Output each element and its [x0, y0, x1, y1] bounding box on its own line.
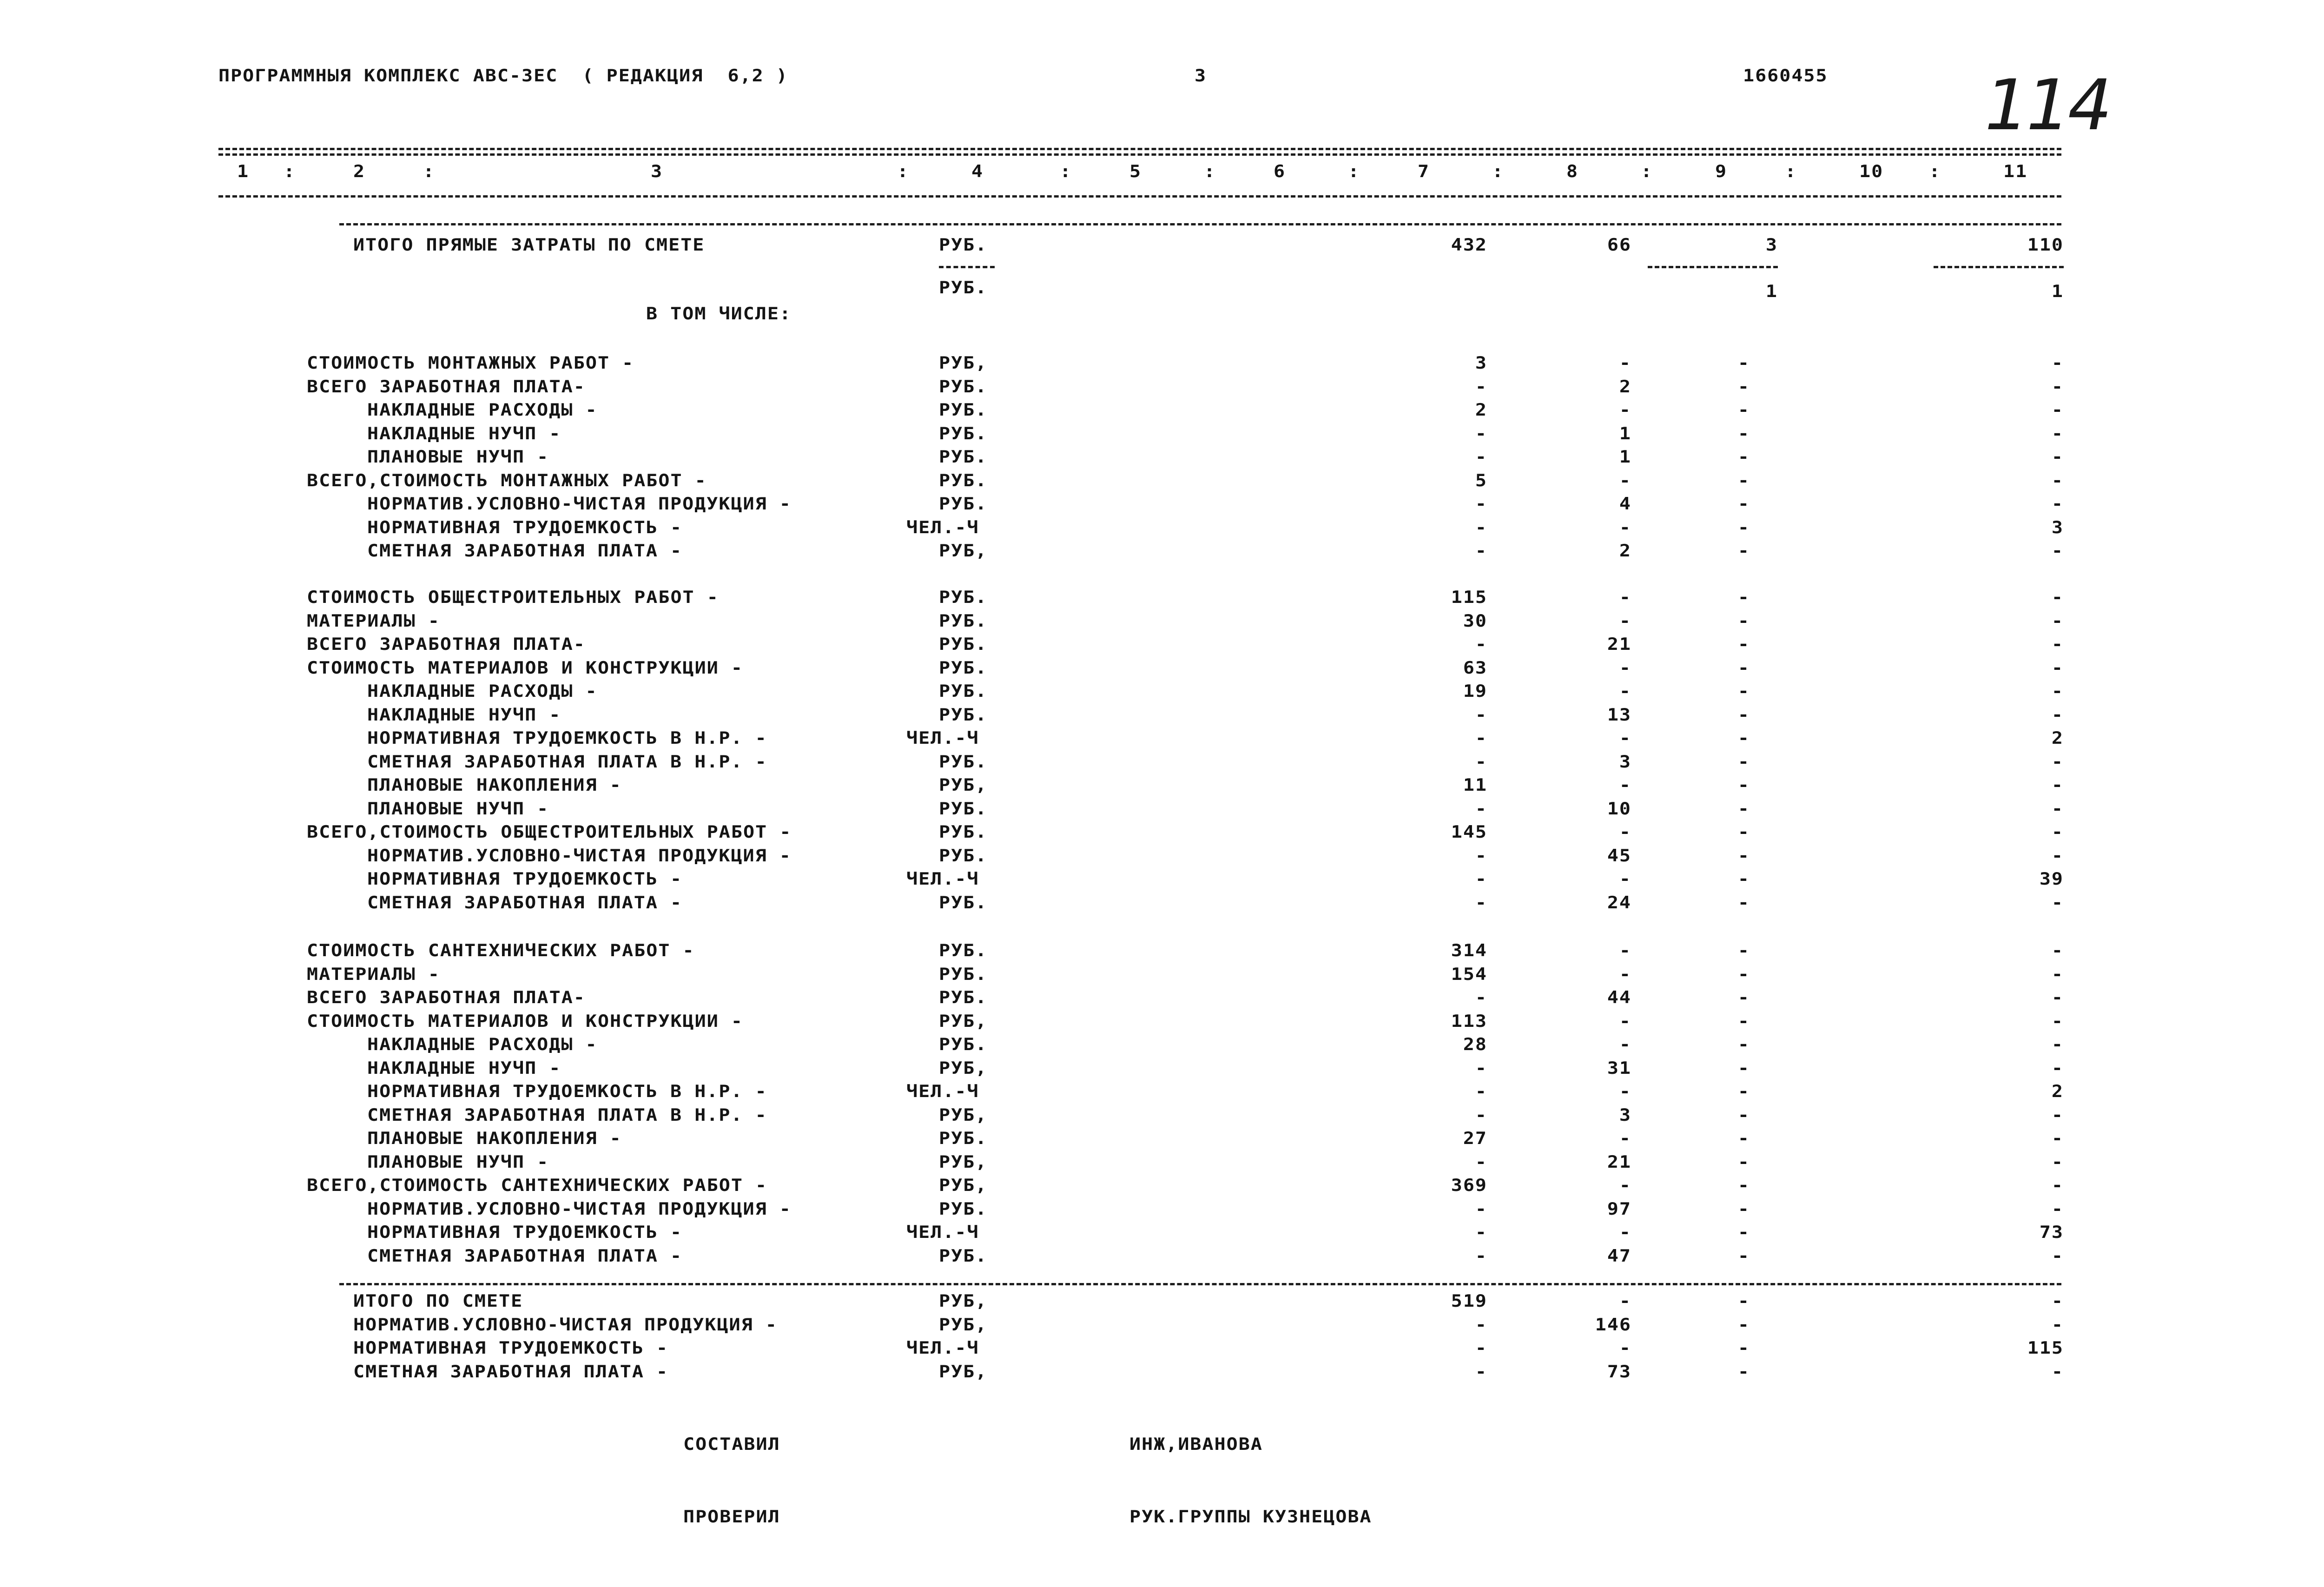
row-c8: - [1619, 964, 1631, 985]
row-c11: - [2051, 1128, 2064, 1149]
row-label: НАКЛАДНЫЕ РАСХОДЫ - [367, 400, 598, 420]
row-c7: - [1475, 494, 1487, 514]
row-c9: - [1737, 775, 1750, 795]
row-c11: - [2051, 470, 2064, 491]
row-c7: - [1475, 1058, 1487, 1078]
row-unit: РУБ. [939, 705, 988, 725]
row-label: СМЕТНАЯ ЗАРАБОТНАЯ ПЛАТА - [367, 541, 683, 561]
signature-role: СОСТАВИЛ [683, 1434, 780, 1455]
row-c7: - [1475, 752, 1487, 772]
row-c9: - [1737, 470, 1750, 491]
row-label: ВСЕГО,СТОИМОСТЬ МОНТАЖНЫХ РАБОТ - [307, 470, 707, 491]
row-unit: РУБ, [939, 1105, 988, 1125]
header-rule-top-2 [218, 153, 2061, 156]
column-header-7: 7 [1418, 161, 1430, 182]
row-label: ВСЕГО,СТОИМОСТЬ ОБЩЕСТРОИТЕЛЬНЫХ РАБОТ - [307, 822, 792, 842]
row-c9: - [1737, 447, 1750, 467]
row-c11: - [2051, 541, 2064, 561]
row-c8: - [1619, 822, 1631, 842]
row-c8: 10 [1607, 799, 1631, 819]
row-label: ПЛАНОВЫЕ НАКОПЛЕНИЯ - [367, 775, 622, 795]
column-separator: : [1060, 161, 1072, 182]
row-c7: 369 [1451, 1175, 1487, 1196]
row-label: СТОИМОСТЬ ОБЩЕСТРОИТЕЛЬНЫХ РАБОТ - [307, 587, 719, 608]
row-c11: - [2051, 611, 2064, 631]
total-direct-label: ИТОГО ПРЯМЫЕ ЗАТРАТЫ ПО СМЕТЕ [353, 235, 705, 255]
row-c9: - [1737, 728, 1750, 748]
row-c9: - [1737, 846, 1750, 866]
total-row-label: НОРМАТИВНАЯ ТРУДОЕМКОСТЬ - [353, 1338, 669, 1358]
row-c8: - [1619, 775, 1631, 795]
row-label: НОРМАТИВНАЯ ТРУДОЕМКОСТЬ - [367, 517, 683, 538]
column-separator: : [284, 161, 296, 182]
row-unit: ЧЕЛ.-Ч [906, 728, 979, 748]
row-c7: 28 [1463, 1034, 1487, 1055]
row-c7: 11 [1463, 775, 1487, 795]
row-c8: - [1619, 611, 1631, 631]
row-c11: - [2051, 752, 2064, 772]
row-label: НАКЛАДНЫЕ НУЧП - [367, 423, 561, 444]
row-c7: - [1475, 1222, 1487, 1243]
row-c7: 27 [1463, 1128, 1487, 1149]
body-rule-top [339, 223, 2061, 225]
including-label: В ТОМ ЧИСЛЕ: [646, 304, 792, 324]
row-c7: - [1475, 846, 1487, 866]
row-c7: 3 [1475, 353, 1487, 373]
row-c8: - [1619, 940, 1631, 961]
row-unit: РУБ. [939, 377, 988, 397]
row-label: ПЛАНОВЫЕ НУЧП - [367, 799, 549, 819]
row-c7: 63 [1463, 658, 1487, 678]
total-row-c11: - [2051, 1291, 2064, 1311]
row-c8: 45 [1607, 846, 1631, 866]
row-c8: - [1619, 353, 1631, 373]
column-separator: : [1204, 161, 1216, 182]
row-unit: РУБ. [939, 893, 988, 913]
column-separator: : [1492, 161, 1505, 182]
row-c9: - [1737, 1222, 1750, 1243]
column-separator: : [1641, 161, 1653, 182]
row-unit: РУБ. [939, 846, 988, 866]
row-label: СМЕТНАЯ ЗАРАБОТНАЯ ПЛАТА - [367, 1246, 683, 1266]
row-unit: РУБ. [939, 587, 988, 608]
row-c8: - [1619, 1175, 1631, 1196]
row-unit: РУБ. [939, 470, 988, 491]
total-row-c7: - [1475, 1315, 1487, 1335]
row-label: МАТЕРИАЛЫ - [307, 964, 440, 985]
row-c8: 1 [1619, 423, 1631, 444]
column-header-1: 1 [237, 161, 250, 182]
row-unit: РУБ, [939, 353, 988, 373]
row-c11: 39 [2039, 869, 2064, 889]
row-c11: - [2051, 423, 2064, 444]
row-c8: 21 [1607, 1152, 1631, 1172]
row-unit: РУБ. [939, 964, 988, 985]
row-c8: 1 [1619, 447, 1631, 467]
row-c8: - [1619, 1034, 1631, 1055]
row-c9: - [1737, 799, 1750, 819]
row-unit: РУБ. [939, 1246, 988, 1266]
row-unit: РУБ. [939, 447, 988, 467]
row-c11: 2 [2051, 728, 2064, 748]
row-unit: ЧЕЛ.-Ч [906, 869, 979, 889]
underline [939, 266, 995, 268]
row-c9: - [1737, 541, 1750, 561]
column-header-10: 10 [1859, 161, 1884, 182]
signature-name: РУК.ГРУППЫ КУЗНЕЦОВА [1129, 1507, 1372, 1527]
row-c8: 13 [1607, 705, 1631, 725]
row-unit: РУБ, [939, 1175, 988, 1196]
total-direct-c7: 432 [1451, 235, 1487, 255]
row-label: СМЕТНАЯ ЗАРАБОТНАЯ ПЛАТА В Н.Р. - [367, 752, 767, 772]
row-label: ВСЕГО,СТОИМОСТЬ САНТЕХНИЧЕСКИХ РАБОТ - [307, 1175, 768, 1196]
row-label: ПЛАНОВЫЕ НУЧП - [367, 447, 549, 467]
row-unit: РУБ, [939, 775, 988, 795]
row-c9: - [1737, 353, 1750, 373]
row-c7: - [1475, 1081, 1487, 1102]
signature-name: ИНЖ,ИВАНОВА [1129, 1434, 1263, 1455]
row-c9: - [1737, 1058, 1750, 1078]
row-unit: РУБ. [939, 494, 988, 514]
row-unit: РУБ, [939, 1011, 988, 1032]
row-label: НАКЛАДНЫЕ РАСХОДЫ - [367, 1034, 598, 1055]
row-unit: РУБ. [939, 940, 988, 961]
row-unit: РУБ. [939, 752, 988, 772]
row-c7: - [1475, 869, 1487, 889]
row-c9: - [1737, 611, 1750, 631]
row-c11: - [2051, 1246, 2064, 1266]
row-unit: РУБ. [939, 1199, 988, 1219]
row-c7: - [1475, 1105, 1487, 1125]
total-row-c8: - [1619, 1291, 1631, 1311]
row-c7: 30 [1463, 611, 1487, 631]
row-c11: - [2051, 987, 2064, 1008]
total-row-c8: 146 [1595, 1315, 1631, 1335]
row-c11: - [2051, 799, 2064, 819]
row-c11: - [2051, 494, 2064, 514]
row-c11: - [2051, 893, 2064, 913]
row-c11: 3 [2051, 517, 2064, 538]
row-c8: - [1619, 470, 1631, 491]
document-code: 1660455 [1743, 66, 1828, 86]
total-row-label: НОРМАТИВ.УСЛОВНО-ЧИСТАЯ ПРОДУКЦИЯ - [353, 1315, 778, 1335]
row-label: СТОИМОСТЬ МОНТАЖНЫХ РАБОТ - [307, 353, 634, 373]
row-c8: - [1619, 1222, 1631, 1243]
row-c9: - [1737, 964, 1750, 985]
row-c9: - [1737, 377, 1750, 397]
row-unit: РУБ, [939, 1152, 988, 1172]
total-row-c9: - [1737, 1362, 1750, 1382]
row-c11: - [2051, 400, 2064, 420]
row-c8: 44 [1607, 987, 1631, 1008]
row-label: ВСЕГО ЗАРАБОТНАЯ ПЛАТА- [307, 634, 586, 655]
row-label: МАТЕРИАЛЫ - [307, 611, 440, 631]
row-c9: - [1737, 1081, 1750, 1102]
total-row-label: ИТОГО ПО СМЕТЕ [353, 1291, 523, 1311]
row-c7: 19 [1463, 681, 1487, 701]
row-c9: - [1737, 681, 1750, 701]
row-c7: - [1475, 377, 1487, 397]
row-unit: РУБ. [939, 799, 988, 819]
row-label: ВСЕГО ЗАРАБОТНАЯ ПЛАТА- [307, 987, 586, 1008]
sheet-number: 3 [1195, 66, 1207, 86]
row-c8: 21 [1607, 634, 1631, 655]
row-c7: - [1475, 799, 1487, 819]
totals-rule [339, 1283, 2061, 1285]
row-label: СМЕТНАЯ ЗАРАБОТНАЯ ПЛАТА В Н.Р. - [367, 1105, 767, 1125]
row-c8: - [1619, 728, 1631, 748]
total-row-c11: 115 [2027, 1338, 2064, 1358]
row-label: ПЛАНОВЫЕ НУЧП - [367, 1152, 549, 1172]
row-label: СТОИМОСТЬ САНТЕХНИЧЕСКИХ РАБОТ - [307, 940, 695, 961]
row-unit: РУБ. [939, 681, 988, 701]
row-c7: 5 [1475, 470, 1487, 491]
row-c8: 97 [1607, 1199, 1631, 1219]
column-separator: : [423, 161, 436, 182]
row-unit: РУБ, [939, 1058, 988, 1078]
total-row-unit: РУБ, [939, 1315, 988, 1335]
row-c11: - [2051, 587, 2064, 608]
row-c9: - [1737, 494, 1750, 514]
column-header-8: 8 [1566, 161, 1579, 182]
row-c8: - [1619, 658, 1631, 678]
total-row-c9: - [1737, 1338, 1750, 1358]
row-label: НОРМАТИВНАЯ ТРУДОЕМКОСТЬ В Н.Р. - [367, 728, 767, 748]
row-c9: - [1737, 1175, 1750, 1196]
row-c9: - [1737, 400, 1750, 420]
total-row-c7: - [1475, 1338, 1487, 1358]
total-direct-c9-b: 1 [1765, 281, 1778, 302]
column-header-2: 2 [353, 161, 366, 182]
row-c11: - [2051, 846, 2064, 866]
row-c11: - [2051, 1034, 2064, 1055]
column-separator: : [897, 161, 910, 182]
row-c8: - [1619, 1128, 1631, 1149]
column-header-3: 3 [651, 161, 663, 182]
total-direct-c8: 66 [1607, 235, 1631, 255]
row-c9: - [1737, 1199, 1750, 1219]
row-unit: РУБ. [939, 634, 988, 655]
row-c11: - [2051, 1175, 2064, 1196]
program-title: ПРОГРАММНЫЯ КОМПЛЕКС АВС-3ЕС ( РЕДАКЦИЯ 6,2 ) [218, 66, 788, 86]
row-c11: - [2051, 353, 2064, 373]
row-c9: - [1737, 658, 1750, 678]
total-row-c7: - [1475, 1362, 1487, 1382]
total-direct-c9: 3 [1765, 235, 1778, 255]
total-row-c11: - [2051, 1315, 2064, 1335]
column-header-9: 9 [1715, 161, 1728, 182]
header-rule-top [218, 148, 2061, 150]
row-label: НОРМАТИВНАЯ ТРУДОЕМКОСТЬ В Н.Р. - [367, 1081, 767, 1102]
row-c9: - [1737, 940, 1750, 961]
row-c7: - [1475, 987, 1487, 1008]
total-row-label: СМЕТНАЯ ЗАРАБОТНАЯ ПЛАТА - [353, 1362, 669, 1382]
row-c8: 24 [1607, 893, 1631, 913]
row-c7: 145 [1451, 822, 1487, 842]
total-row-c11: - [2051, 1362, 2064, 1382]
row-c11: - [2051, 634, 2064, 655]
row-unit: РУБ. [939, 1128, 988, 1149]
total-row-c7: 519 [1451, 1291, 1487, 1311]
row-unit: ЧЕЛ.-Ч [906, 1081, 979, 1102]
row-c8: - [1619, 681, 1631, 701]
total-row-unit: РУБ, [939, 1362, 988, 1382]
row-label: ПЛАНОВЫЕ НАКОПЛЕНИЯ - [367, 1128, 622, 1149]
total-row-unit: РУБ, [939, 1291, 988, 1311]
row-c7: - [1475, 893, 1487, 913]
row-label: НОРМАТИВНАЯ ТРУДОЕМКОСТЬ - [367, 1222, 683, 1243]
row-c7: - [1475, 634, 1487, 655]
row-c11: 73 [2039, 1222, 2064, 1243]
row-c9: - [1737, 987, 1750, 1008]
row-c11: - [2051, 822, 2064, 842]
row-c8: - [1619, 587, 1631, 608]
underline [1648, 266, 1778, 268]
row-c9: - [1737, 705, 1750, 725]
row-c9: - [1737, 822, 1750, 842]
column-header-5: 5 [1129, 161, 1142, 182]
row-c11: - [2051, 775, 2064, 795]
row-c7: 154 [1451, 964, 1487, 985]
row-label: НАКЛАДНЫЕ РАСХОДЫ - [367, 681, 598, 701]
row-label: НАКЛАДНЫЕ НУЧП - [367, 1058, 561, 1078]
row-c7: - [1475, 1152, 1487, 1172]
row-label: СМЕТНАЯ ЗАРАБОТНАЯ ПЛАТА - [367, 893, 683, 913]
row-c9: - [1737, 1105, 1750, 1125]
row-c7: - [1475, 1246, 1487, 1266]
total-direct-unit-2: РУБ. [939, 278, 988, 298]
column-header-11: 11 [2003, 161, 2028, 182]
row-c7: - [1475, 705, 1487, 725]
row-c7: 2 [1475, 400, 1487, 420]
row-unit: РУБ, [939, 541, 988, 561]
row-label: НОРМАТИВ.УСЛОВНО-ЧИСТАЯ ПРОДУКЦИЯ - [367, 1199, 792, 1219]
total-direct-c11: 110 [2027, 235, 2064, 255]
row-unit: ЧЕЛ.-Ч [906, 1222, 979, 1243]
row-label: ВСЕГО ЗАРАБОТНАЯ ПЛАТА- [307, 377, 586, 397]
row-c8: - [1619, 1011, 1631, 1032]
row-c9: - [1737, 752, 1750, 772]
row-c8: - [1619, 1081, 1631, 1102]
underline [1934, 266, 2064, 268]
row-c7: - [1475, 517, 1487, 538]
signature-role: ПРОВЕРИЛ [683, 1507, 780, 1527]
row-c8: 47 [1607, 1246, 1631, 1266]
row-c8: - [1619, 517, 1631, 538]
row-c9: - [1737, 893, 1750, 913]
row-c8: - [1619, 869, 1631, 889]
row-c9: - [1737, 423, 1750, 444]
row-c7: - [1475, 423, 1487, 444]
total-row-c8: - [1619, 1338, 1631, 1358]
row-c8: 31 [1607, 1058, 1631, 1078]
total-direct-c11-b: 1 [2051, 281, 2064, 302]
row-c7: 314 [1451, 940, 1487, 961]
row-c9: - [1737, 1034, 1750, 1055]
row-c9: - [1737, 1128, 1750, 1149]
row-c9: - [1737, 1152, 1750, 1172]
row-c9: - [1737, 1246, 1750, 1266]
row-unit: ЧЕЛ.-Ч [906, 517, 979, 538]
row-label: СТОИМОСТЬ МАТЕРИАЛОВ И КОНСТРУКЦИИ - [307, 658, 743, 678]
row-c11: - [2051, 658, 2064, 678]
row-c9: - [1737, 634, 1750, 655]
row-c11: 2 [2051, 1081, 2064, 1102]
row-c11: - [2051, 705, 2064, 725]
row-c11: - [2051, 681, 2064, 701]
total-direct-unit: РУБ. [939, 235, 988, 255]
row-c7: 115 [1451, 587, 1487, 608]
row-c8: 2 [1619, 377, 1631, 397]
row-c11: - [2051, 1058, 2064, 1078]
row-c8: 4 [1619, 494, 1631, 514]
row-c7: 113 [1451, 1011, 1487, 1032]
row-c11: - [2051, 1152, 2064, 1172]
row-c9: - [1737, 517, 1750, 538]
row-unit: РУБ. [939, 987, 988, 1008]
column-header-6: 6 [1274, 161, 1286, 182]
row-unit: РУБ. [939, 423, 988, 444]
total-row-c8: 73 [1607, 1362, 1631, 1382]
row-label: НОРМАТИВНАЯ ТРУДОЕМКОСТЬ - [367, 869, 683, 889]
total-row-c9: - [1737, 1315, 1750, 1335]
column-separator: : [1929, 161, 1941, 182]
row-label: НАКЛАДНЫЕ НУЧП - [367, 705, 561, 725]
column-separator: : [1785, 161, 1797, 182]
column-separator: : [1348, 161, 1360, 182]
row-c8: 3 [1619, 752, 1631, 772]
row-label: НОРМАТИВ.УСЛОВНО-ЧИСТАЯ ПРОДУКЦИЯ - [367, 846, 792, 866]
row-unit: РУБ. [939, 822, 988, 842]
row-c9: - [1737, 587, 1750, 608]
row-c11: - [2051, 940, 2064, 961]
row-c8: 3 [1619, 1105, 1631, 1125]
column-header-4: 4 [971, 161, 984, 182]
row-c8: - [1619, 400, 1631, 420]
row-c11: - [2051, 377, 2064, 397]
header-rule-bottom [218, 195, 2061, 198]
handwritten-page-number: 114 [1985, 65, 2110, 146]
row-c8: 2 [1619, 541, 1631, 561]
row-c7: - [1475, 541, 1487, 561]
row-unit: РУБ. [939, 1034, 988, 1055]
row-unit: РУБ. [939, 400, 988, 420]
row-c11: - [2051, 447, 2064, 467]
row-c9: - [1737, 869, 1750, 889]
row-c7: - [1475, 447, 1487, 467]
row-c11: - [2051, 1105, 2064, 1125]
row-c7: - [1475, 1199, 1487, 1219]
total-row-c9: - [1737, 1291, 1750, 1311]
total-row-unit: ЧЕЛ.-Ч [906, 1338, 979, 1358]
row-label: СТОИМОСТЬ МАТЕРИАЛОВ И КОНСТРУКЦИИ - [307, 1011, 743, 1032]
row-c11: - [2051, 964, 2064, 985]
row-unit: РУБ. [939, 611, 988, 631]
row-c11: - [2051, 1199, 2064, 1219]
row-unit: РУБ. [939, 658, 988, 678]
row-c7: - [1475, 728, 1487, 748]
row-label: НОРМАТИВ.УСЛОВНО-ЧИСТАЯ ПРОДУКЦИЯ - [367, 494, 792, 514]
row-c9: - [1737, 1011, 1750, 1032]
row-c11: - [2051, 1011, 2064, 1032]
